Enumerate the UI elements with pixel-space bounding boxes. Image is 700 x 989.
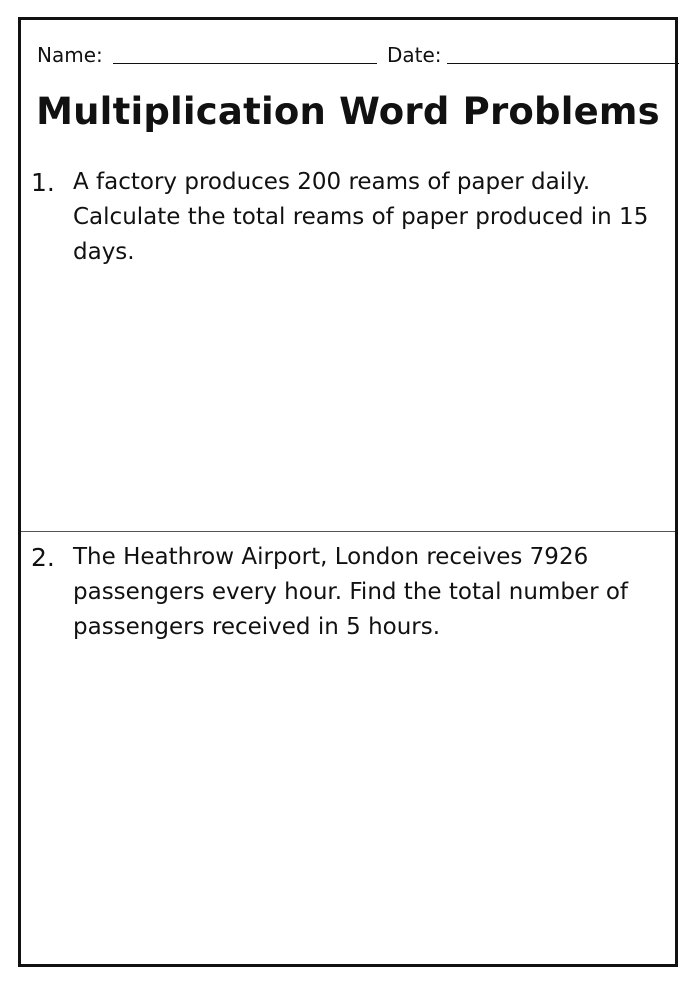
name-label: Name: [37,43,103,67]
section-divider [21,531,675,532]
question-number: 1. [31,168,55,197]
question-text: A factory produces 200 reams of paper daily. Calculate the total reams of paper produced in 15 days. [73,169,649,265]
name-field[interactable] [113,63,377,64]
worksheet [18,17,678,967]
question-2 [31,540,671,920]
question-1 [31,165,671,525]
question-text: The Heathrow Airport, London receives 7926 passengers every hour. Find the total number of passengers received in 5 hours. [73,544,629,640]
date-field[interactable] [447,63,679,64]
question-number: 2. [31,543,55,572]
worksheet-title: Multiplication Word Problems [36,90,660,133]
header-row [37,40,665,70]
date-label: Date: [387,43,442,67]
